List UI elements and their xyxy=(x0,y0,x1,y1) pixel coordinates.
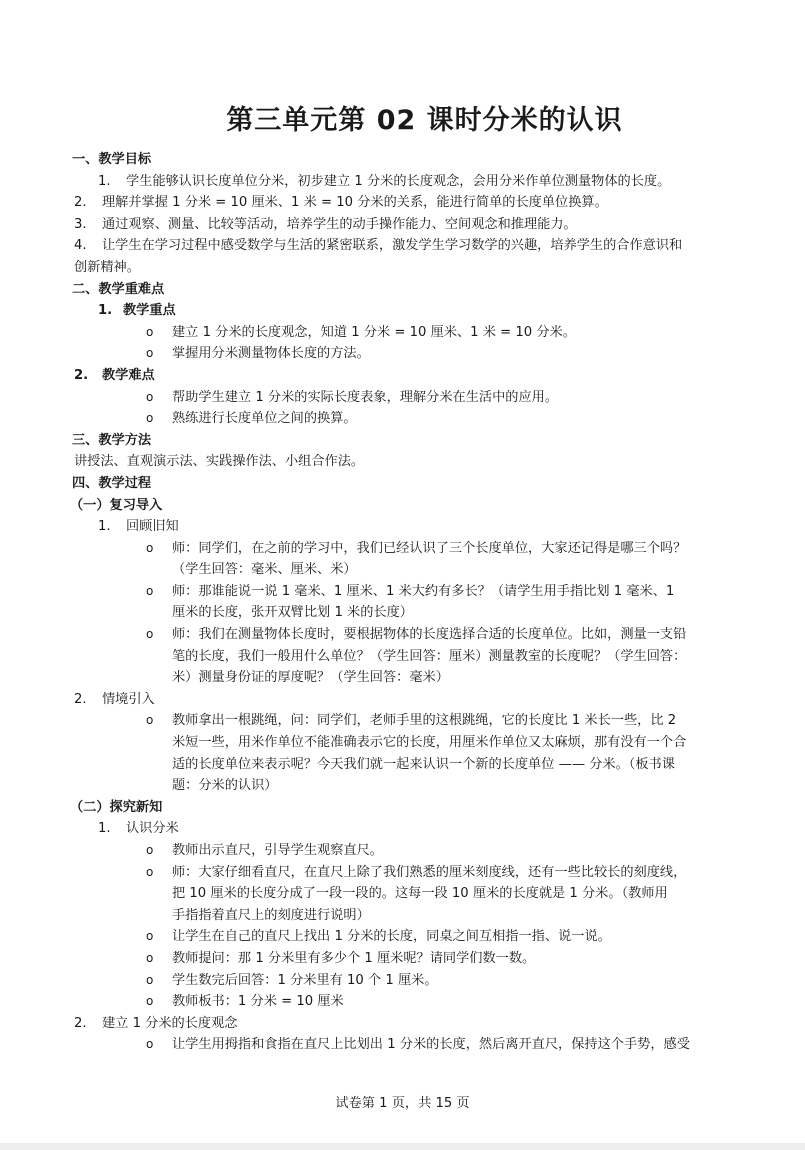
bullet-icon: o xyxy=(146,346,154,361)
bullet-icon: o xyxy=(146,540,154,555)
bullet-item: o 熟练进行长度单位之间的换算。 xyxy=(74,408,735,430)
bullet-icon: o xyxy=(146,950,154,965)
bullet-item-continued: 把 10 厘米的长度分成了一段一段的。这每一段 10 厘米的长度就是 1 分米。（教师用 xyxy=(172,886,668,902)
bullet-item-continued: 厘米的长度，张开双臂比划 1 米的长度） xyxy=(172,605,413,621)
bullet-item: o 帮助学生建立 1 分米的实际长度表象，理解分米在生活中的应用。 xyxy=(74,387,735,409)
subheading-explore: （二）探究新知 xyxy=(70,799,163,815)
bullet-item-continued: （学生回答：毫米、厘米、米） xyxy=(172,562,357,578)
list-item: 1. 认识分米 xyxy=(98,821,179,837)
bullet-item-continued: 笔的长度，我们一般用什么单位？（学生回答：厘米）测量教室的长度呢？（学生回答： xyxy=(172,648,687,664)
bullet-item: o 掌握用分米测量物体长度的方法。 xyxy=(74,343,735,365)
page-title: 第三单元第 02 课时分米的认识 xyxy=(226,105,623,136)
bullet-item: o 让学生在自己的直尺上找出 1 分米的长度，同桌之间互相指一指、说一说。 xyxy=(74,926,735,948)
bullet-icon: o xyxy=(146,972,154,987)
list-item: 1. 回顾旧知 xyxy=(98,519,179,535)
bullet-icon: o xyxy=(146,411,154,426)
list-item: 4. 让学生在学习过程中感受数学与生活的紧密联系，激发学生学习数学的兴趣，培养学生的合作意识和 xyxy=(74,238,683,254)
bullet-item: o 师：我们在测量物体长度时，要根据物体的长度选择合适的长度单位。比如，测量一支铅 xyxy=(74,624,735,646)
bullet-icon: o xyxy=(146,864,154,879)
bullet-item-continued: 手指指着直尺上的刻度进行说明） xyxy=(172,907,370,923)
bullet-icon: o xyxy=(146,1037,154,1052)
bullet-item-continued: 米短一些，用米作单位不能准确表示它的长度，用厘米作单位又太麻烦，那有没有一个合 xyxy=(172,735,687,751)
bullet-item: o 让学生用拇指和食指在直尺上比划出 1 分米的长度，然后离开直尺，保持这个手势，感受 xyxy=(74,1034,735,1056)
bullet-item-continued: 米）测量身份证的厚度呢？（学生回答：毫米） xyxy=(172,670,449,686)
subheading-review: （一）复习导入 xyxy=(70,497,163,513)
bullet-item-continued: 适的长度单位来表示呢？今天我们就一起来认识一个新的长度单位 —— 分米。（板书课 xyxy=(172,756,675,772)
bullet-icon: o xyxy=(146,389,154,404)
section-heading-goals: 一、教学目标 xyxy=(72,152,152,167)
list-item: 1. 学生能够认识长度单位分米，初步建立 1 分米的长度观念，会用分米作单位测量物体的长度。 xyxy=(98,173,671,189)
methods-text: 讲授法、直观演示法、实践操作法、小组合作法。 xyxy=(74,454,365,470)
bullet-item: o 学生数完后回答：1 分米里有 10 个 1 厘米。 xyxy=(74,970,735,992)
bullet-item: o 教师板书：1 分米 = 10 厘米 xyxy=(74,991,735,1013)
list-item: 3. 通过观察、测量、比较等活动，培养学生的动手操作能力、空间观念和推理能力。 xyxy=(74,216,577,232)
list-item-continued: 创新精神。 xyxy=(74,259,140,275)
section-heading-process: 四、教学过程 xyxy=(72,475,152,491)
section-heading-methods: 三、教学方法 xyxy=(72,432,152,448)
bullet-item: o 教师出示直尺，引导学生观察直尺。 xyxy=(74,840,735,862)
bullet-item: o 师：同学们，在之前的学习中，我们已经认识了三个长度单位，大家还记得是哪三个吗？ xyxy=(74,538,735,560)
page-footer: 试卷第 1 页，共 15 页 xyxy=(335,1096,470,1111)
subheading-difficulty: 2. 教学难点 xyxy=(74,367,155,383)
bullet-icon: o xyxy=(146,929,154,944)
bullet-item: o 师：那谁能说一说 1 毫米、1 厘米、1 米大约有多长？（请学生用手指比划 1 毫米、1 xyxy=(74,581,735,603)
section-heading-key-points: 二、教学重难点 xyxy=(72,281,165,297)
bullet-icon: o xyxy=(146,713,154,728)
bullet-icon: o xyxy=(146,843,154,857)
subheading-focus: 1. 教学重点 xyxy=(98,303,176,319)
bullet-item-continued: 题：分米的认识） xyxy=(172,778,278,794)
bullet-icon: o xyxy=(146,627,154,642)
bullet-item: o 建立 1 分米的长度观念，知道 1 分米 = 10 厘米、1 米 = 10 分米。 xyxy=(74,322,735,344)
bullet-icon: o xyxy=(146,583,154,598)
list-item: 2. 情境引入 xyxy=(74,691,155,707)
bullet-icon: o xyxy=(146,994,154,1009)
bullet-item: o 教师提问：那 1 分米里有多少个 1 厘米呢？请同学们数一数。 xyxy=(74,948,735,970)
bullet-item: o 师：大家仔细看直尺，在直尺上除了我们熟悉的厘米刻度线，还有一些比较长的刻度线， xyxy=(74,862,735,884)
list-item: 2. 理解并掌握 1 分米 = 10 厘米、1 米 = 10 分米的关系，能进行简单的长度单位换算。 xyxy=(74,195,608,211)
bullet-icon: o xyxy=(146,324,154,339)
list-item: 2. 建立 1 分米的长度观念 xyxy=(74,1015,238,1031)
bullet-item: o 教师拿出一根跳绳，问：同学们，老师手里的这根跳绳，它的长度比 1 米长一些，比 2 xyxy=(74,710,735,732)
